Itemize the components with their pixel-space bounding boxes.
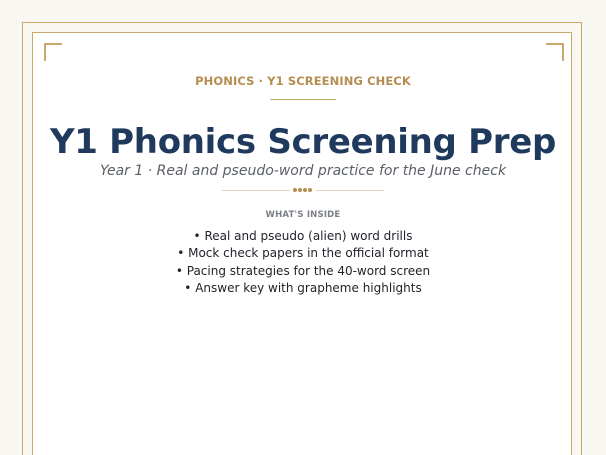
list-item: • Mock check papers in the official format	[177, 246, 429, 261]
ornament-divider	[222, 188, 384, 192]
whats-inside-label: WHAT'S INSIDE	[265, 210, 341, 220]
list-item: • Answer key with grapheme highlights	[184, 280, 422, 295]
page-subtitle: Year 1 · Real and pseudo-word practice for the June check	[99, 163, 507, 179]
list-item: • Pacing strategies for the 40-word screen	[175, 263, 431, 278]
divider-dot	[298, 188, 302, 192]
divider-dot	[303, 188, 307, 192]
corner-ornament-top-left	[44, 43, 62, 61]
divider-line-right	[316, 190, 384, 191]
divider-line-left	[222, 190, 290, 191]
divider-dots	[293, 188, 313, 192]
list-item: • Real and pseudo (alien) word drills	[193, 229, 413, 243]
page-title: Y1 Phonics Screening Prep	[49, 122, 557, 162]
divider-dot	[308, 188, 312, 192]
eyebrow-label: PHONICS · Y1 SCREENING CHECK	[195, 74, 411, 88]
divider-dot	[293, 188, 297, 192]
corner-ornament-top-right	[546, 43, 564, 61]
eyebrow-underline	[270, 99, 336, 100]
contents-list	[0, 228, 606, 297]
